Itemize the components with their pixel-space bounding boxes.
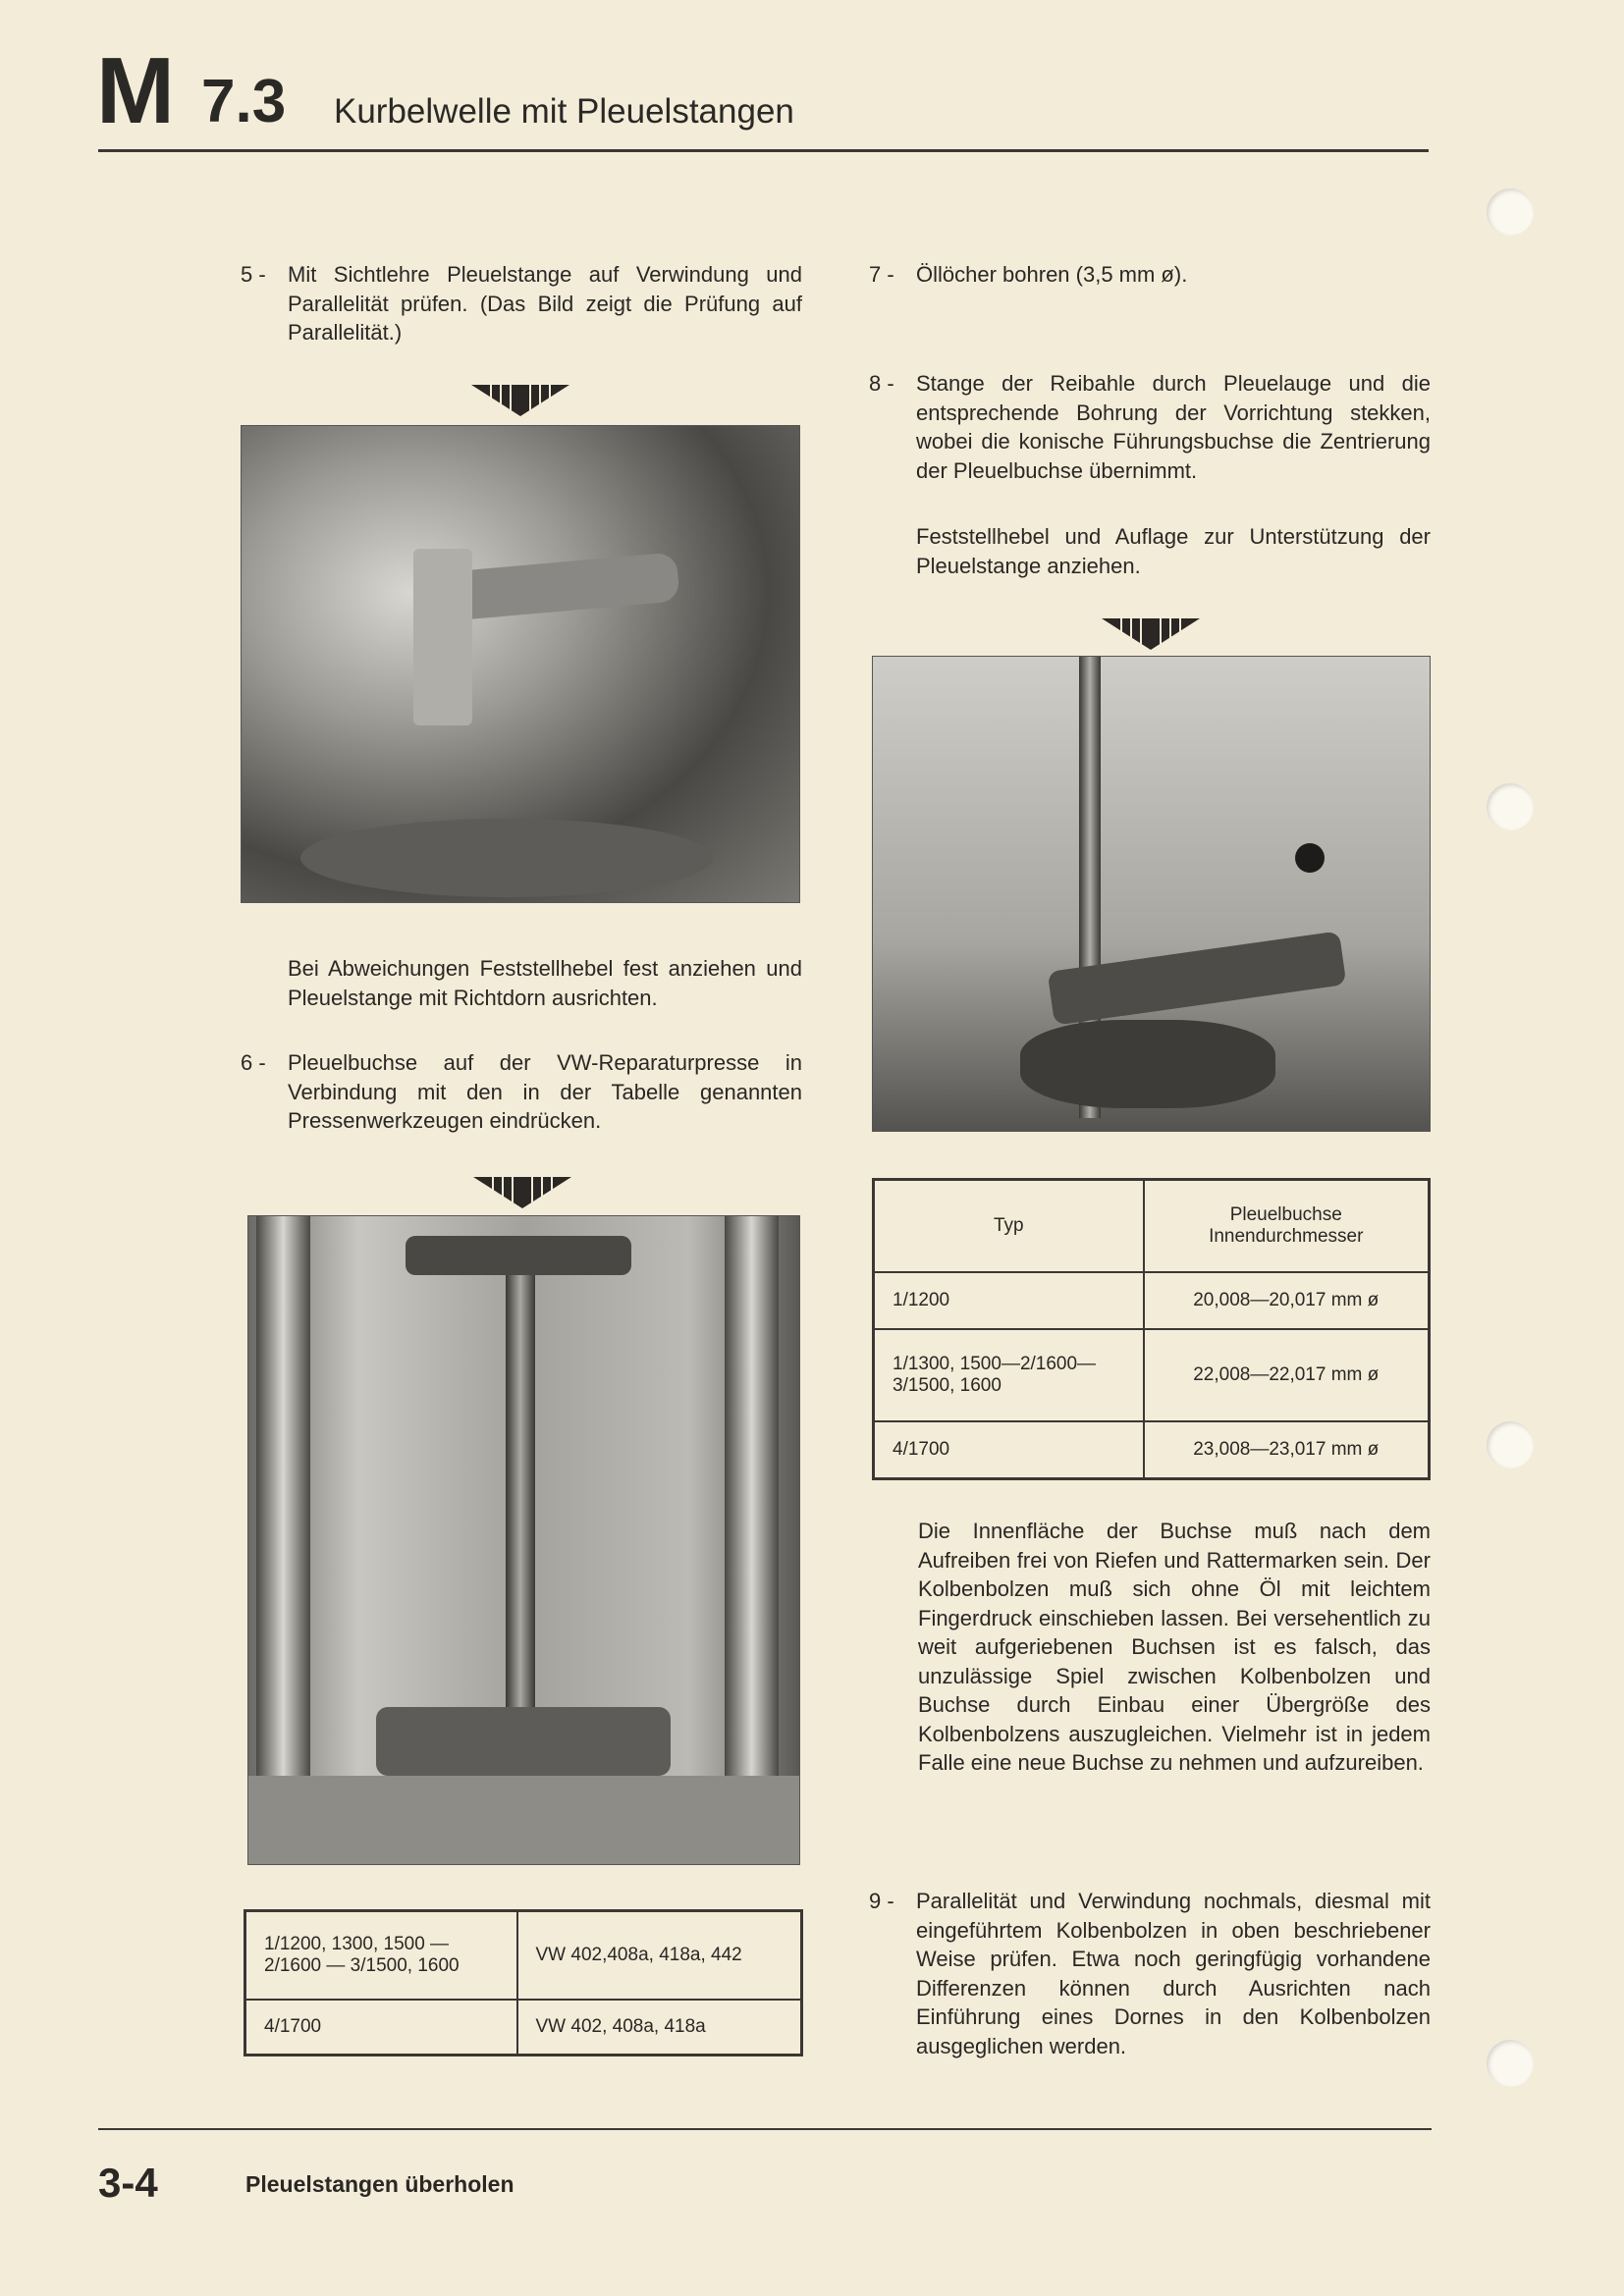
footer-rule [98, 2128, 1432, 2130]
step-text: Öllöcher bohren (3,5 mm ø). [916, 262, 1188, 287]
table-row [874, 1421, 1430, 1479]
table-header: Pleuelbuchse Innendurchmesser [1144, 1180, 1430, 1272]
step-9 [869, 1887, 1431, 2060]
bushing-paragraph: Die Innenfläche der Buchse muß nach dem Aufreiben frei von Riefen und Rattermarken sein. Der Kolbenbolzen muß sich ohne Öl mit leichtem Fingerdruck einschieben lassen. Bei versehentlich zu weit aufgeriebenen Buchsen ist es falsch, das unzulässige Spiel zwischen Kolbenbolzen und Buchse durch Einbau einer Übergröße des Kolbenbolzens auszugleichen. Vielmehr ist in jedem Falle eine neue Buchse zu nehmen und aufzureiben. [918, 1519, 1431, 1775]
deviation-note: Bei Abweichungen Feststellhebel fest anziehen und Pleuelstange mit Richtdorn ausrichten. [288, 956, 802, 1010]
section-number: 7.3 [201, 68, 287, 135]
page-number: 3-4 [98, 2160, 158, 2206]
table-row [874, 1272, 1430, 1329]
table-cell: 1/1200 [874, 1272, 1144, 1329]
step-6 [241, 1048, 802, 1136]
table-cell: 4/1700 [874, 1421, 1144, 1479]
step-text: Pleuelbuchse auf der VW-Reparaturpresse in Verbindung mit den in der Tabelle genannten Pressenwerkzeugen eindrücken. [288, 1050, 802, 1133]
step-text: Parallelität und Verwindung nochmals, diesmal mit eingeführtem Kolbenbolzen in oben beschriebener Weise prüfen. Etwa noch geringfügig vorhandene Differenzen können durch Ausrichten nach Einführung eines Dornes in den Kolbenbolzen ausgeglichen werden. [916, 1889, 1431, 2058]
down-arrow-icon [471, 383, 569, 416]
table-row [245, 2000, 802, 2055]
table-header-row [874, 1180, 1430, 1272]
table-row [874, 1329, 1430, 1421]
step-number: 5 - [241, 262, 266, 287]
photo-reamer-fixture [872, 656, 1431, 1132]
table-cell: 4/1700 [245, 2000, 517, 2055]
press-tools-table [244, 1909, 803, 2056]
section-letter: M [96, 38, 171, 143]
photo-repair-press [247, 1215, 800, 1865]
table-cell: 1/1200, 1300, 1500 — 2/1600 — 3/1500, 1600 [245, 1911, 517, 2001]
bushing-diameter-table [872, 1178, 1431, 1480]
punch-hole [1487, 783, 1534, 830]
step-number: 8 - [869, 371, 894, 396]
header-rule [98, 149, 1429, 152]
page-title: Kurbelwelle mit Pleuelstangen [334, 92, 794, 131]
table-header: Typ [874, 1180, 1144, 1272]
down-arrow-icon [1102, 616, 1200, 650]
step-8-note: Feststellhebel und Auflage zur Unterstützung der Pleuelstange anziehen. [916, 524, 1431, 578]
step-7 [869, 260, 1431, 290]
step-number: 9 - [869, 1889, 894, 1913]
table-row [245, 1911, 802, 2001]
step-5 [241, 260, 802, 347]
step-8 [869, 369, 1431, 485]
footer-section: Pleuelstangen überholen [245, 2171, 514, 2197]
photo-parallelism-check [241, 425, 800, 903]
step-text: Mit Sichtlehre Pleuelstange auf Verwindung und Parallelität prüfen. (Das Bild zeigt die Prüfung auf Parallelität.) [288, 262, 802, 345]
down-arrow-icon [473, 1175, 571, 1208]
table-cell: 20,008—20,017 mm ø [1144, 1272, 1430, 1329]
table-cell: 22,008—22,017 mm ø [1144, 1329, 1430, 1421]
step-text: Stange der Reibahle durch Pleuelauge und die entsprechende Bohrung der Vorrichtung stekken, wobei die konische Führungsbuchse die Zentrierung der Pleuelbuchse übernimmt. [916, 371, 1431, 483]
punch-hole [1487, 2040, 1534, 2087]
table-cell: VW 402,408a, 418a, 442 [517, 1911, 802, 2001]
punch-hole [1487, 1421, 1534, 1468]
table-cell: 23,008—23,017 mm ø [1144, 1421, 1430, 1479]
step-number: 6 - [241, 1050, 266, 1075]
punch-hole [1487, 188, 1534, 236]
step-number: 7 - [869, 262, 894, 287]
table-cell: VW 402, 408a, 418a [517, 2000, 802, 2055]
table-cell: 1/1300, 1500—2/1600— 3/1500, 1600 [874, 1329, 1144, 1421]
